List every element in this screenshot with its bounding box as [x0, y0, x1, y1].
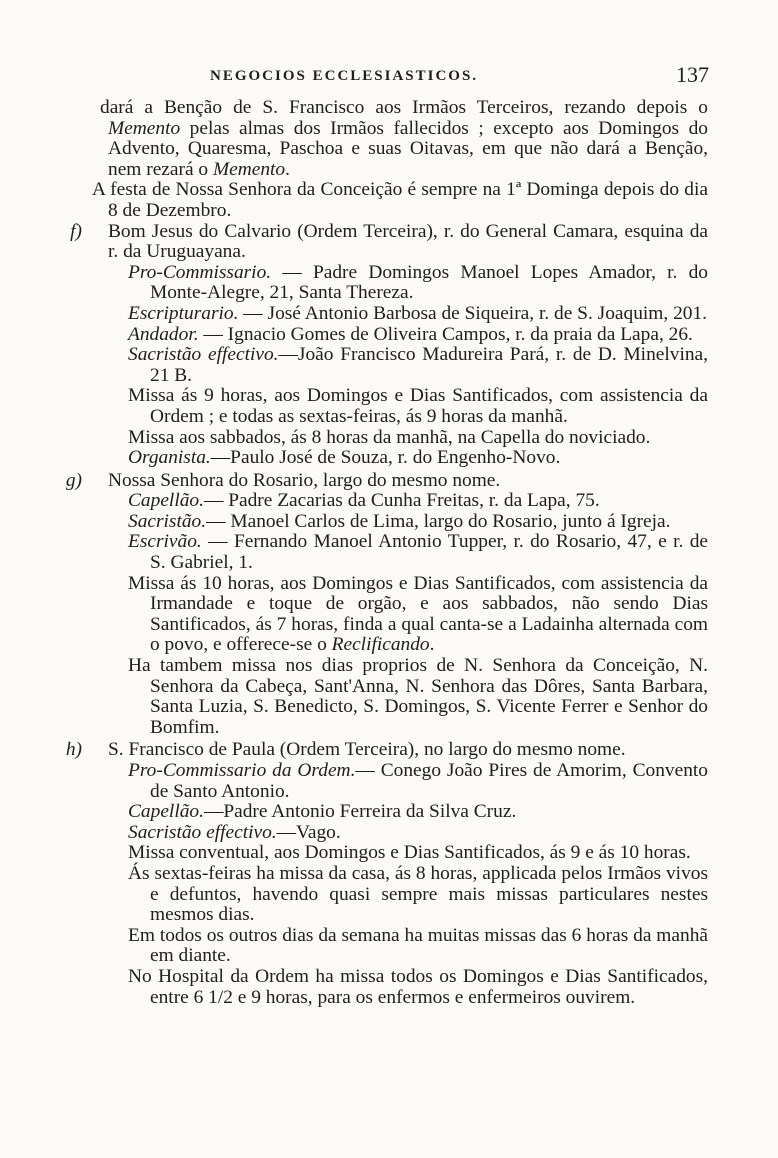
- page-number: 137: [676, 62, 709, 87]
- italic-term: Memento: [108, 117, 181, 139]
- role-label: Sacristão effectivo.: [128, 344, 279, 366]
- role-text: —Paulo José de Souza, r. do Engenho-Novo.: [210, 447, 561, 469]
- role-label: Andador.: [128, 323, 199, 345]
- list-item: [108, 345, 708, 386]
- role-text: — Conego João Pires de Amorim, Convento de Santo Antonio.: [150, 760, 708, 802]
- list-item: No Hospital da Ordem ha missa todos os Domingos e Dias Santificados, entre 6 1/2 e 9 horas, para os enfermos e enfermeiros ouvirem.: [128, 965, 708, 1008]
- list-item: [108, 304, 708, 325]
- list-item: [108, 574, 708, 656]
- role-text: — Padre Zacarias da Cunha Freitas, r. da Lapa, 75.: [203, 490, 600, 512]
- page-header: [0, 62, 778, 96]
- list-item: [108, 761, 708, 802]
- list-item: [108, 532, 708, 573]
- role-text: — Padre Domingos Manoel Lopes Amador, r. do Monte-Alegre, 21, Santa Thereza.: [150, 261, 708, 304]
- list-item: [108, 491, 708, 512]
- role-label: Escrivão.: [128, 531, 202, 553]
- role-label: Sacristão effectivo.: [128, 821, 277, 843]
- list-item: [108, 448, 708, 469]
- page-body: [65, 97, 708, 1008]
- entry-sao-francisco-de-paula: [65, 739, 708, 1008]
- intro-text: pelas almas dos Irmãos fallecidos ; excepto aos Domingos do Advento, Quaresma, Paschoa e suas Oitavas, em que não dará a Benção, nem rezará o: [108, 117, 708, 180]
- italic-term: Memento: [212, 158, 286, 180]
- role-text: — Ignacio Gomes de Oliveira Campos, r. da praia da Lapa, 26.: [198, 323, 693, 345]
- entry-heading: S. Francisco de Paula (Ordem Terceira), no largo do mesmo nome.: [108, 739, 626, 761]
- role-text: Missa ás 10 horas, aos Domingos e Dias Santificados, com assistencia da Irmandade e toque de orgão, e aos sabbados, não sendo Dias Santificados, ás 7 horas, finda a qual canta-se a Ladainha alternada com o povo, e offerece-se o: [128, 572, 708, 656]
- list-item: Missa conventual, aos Domingos e Dias Santificados, ás 9 e ás 10 horas.: [128, 842, 691, 864]
- role-text: — José Antonio Barbosa de Siqueira, r. de S. Joaquim, 201.: [238, 302, 708, 324]
- punctuation: .: [429, 634, 435, 656]
- list-item: [108, 512, 708, 533]
- list-item: [108, 823, 708, 844]
- role-text: —Vago.: [276, 821, 341, 843]
- role-text: —João Francisco Madureira Pará, r. de D. Minelvina, 21 B.: [150, 344, 708, 386]
- role-label: Pro-Commissario da Ordem.: [128, 760, 356, 781]
- list-item: Em todos os outros dias da semana ha muitas missas das 6 horas da manhã em diante.: [128, 924, 708, 967]
- role-text: — Manoel Carlos de Lima, largo do Rosario, junto á Igreja.: [206, 510, 671, 532]
- list-item: Ás sextas-feiras ha missa da casa, ás 8 horas, applicada pelos Irmãos vivos e defuntos, havendo quasi sempre mais missas particulares nestes mesmos dias.: [128, 862, 708, 926]
- intro-text: dará a Benção de S. Francisco aos Irmãos Terceiros, rezando depois o: [100, 97, 708, 118]
- role-label: Sacristão.: [128, 510, 207, 532]
- entry-marker: h): [65, 739, 82, 761]
- list-item: Missa aos sabbados, ás 8 horas da manhã, na Capella do noviciado.: [128, 426, 651, 448]
- intro-paragraph-festa: A festa de Nossa Senhora da Conceição é sempre na 1ª Dominga depois do dia 8 de Dezembro.: [92, 179, 708, 221]
- role-label: Escripturario.: [128, 302, 239, 324]
- running-title: NEGOCIOS ECCLESIASTICOS.: [210, 68, 479, 84]
- list-item: [108, 802, 708, 823]
- intro-paragraph-benção: [86, 98, 708, 180]
- entry-heading: Nossa Senhora do Rosario, largo do mesmo nome.: [108, 469, 501, 491]
- role-label: Organista.: [128, 447, 211, 469]
- punctuation: .: [285, 158, 290, 180]
- role-label: Capellão.: [128, 490, 204, 512]
- entry-heading: Bom Jesus do Calvario (Ordem Terceira), r. do General Camara, esquina da r. da Uruguayana.: [108, 220, 708, 263]
- list-item: Missa ás 9 horas, aos Domingos e Dias Santificados, com assistencia da Ordem ; e todas as sextas-feiras, ás 9 horas da manhã.: [128, 385, 708, 427]
- list-item: Ha tambem missa nos dias proprios de N. Senhora da Conceição, N. Senhora da Cabeça, Sant'Anna, N. Senhora das Dôres, Santa Barbara, Santa Luzia, S. Benedicto, S. Domingos, S. Vicente Ferrer e Senhor do Bomfim.: [128, 655, 708, 738]
- entry-marker: g): [65, 469, 82, 491]
- role-text: —Padre Antonio Ferreira da Silva Cruz.: [203, 801, 517, 823]
- list-item: [108, 263, 708, 304]
- role-label: Pro-Commissario.: [128, 261, 272, 283]
- role-label: Capellão.: [128, 801, 204, 823]
- entry-bom-jesus-do-calvario: [70, 220, 708, 469]
- italic-term: Reclificando: [331, 634, 430, 656]
- entry-marker: f): [70, 220, 82, 242]
- entry-nossa-senhora-do-rosario: [65, 469, 708, 739]
- list-item: [108, 325, 708, 346]
- role-text: — Fernando Manoel Antonio Tupper, r. do Rosario, 47, e r. de S. Gabriel, 1.: [150, 531, 708, 574]
